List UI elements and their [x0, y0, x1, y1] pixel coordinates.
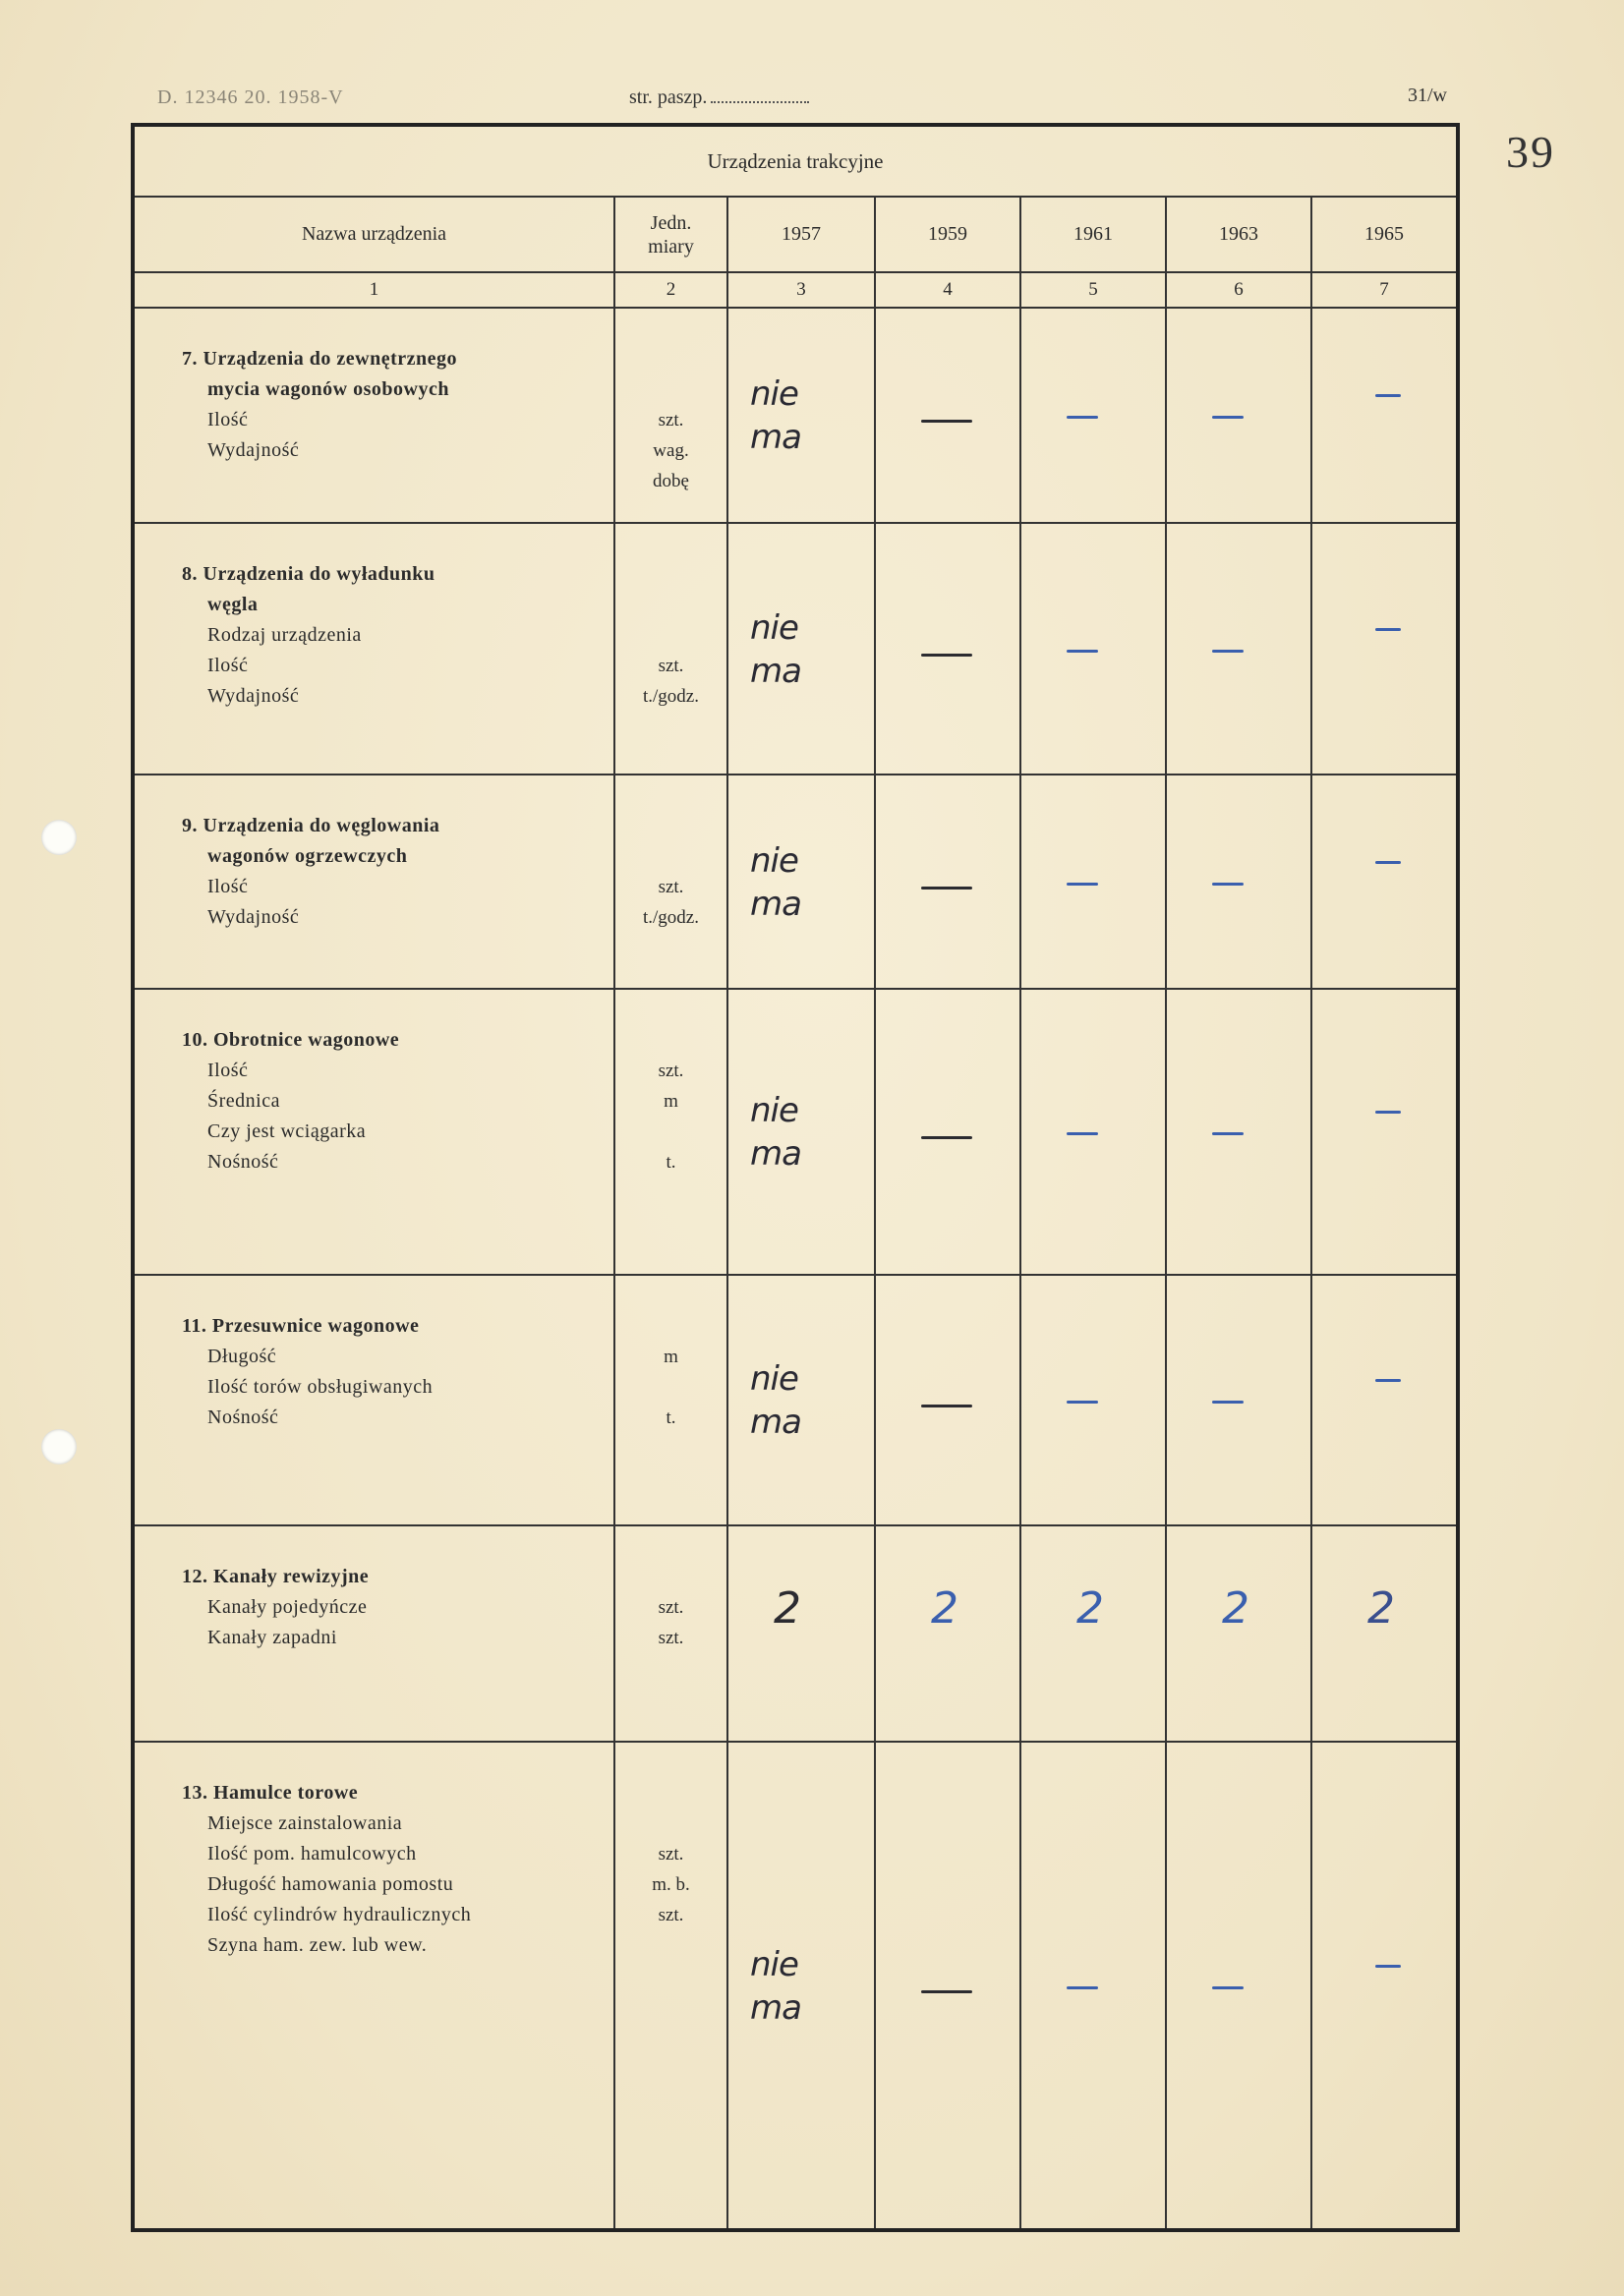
year-value-cell: [727, 989, 875, 1274]
section-title: 10. Obrotnice wagonowe: [182, 1029, 400, 1052]
equipment-name-cell: [133, 989, 614, 1274]
handwritten-value: [750, 839, 801, 926]
section-row: [133, 775, 1458, 989]
year-value-cell: [1311, 523, 1458, 775]
unit-cell: [614, 775, 727, 989]
handwritten-word: nie: [750, 607, 798, 648]
unit-cell: [614, 1275, 727, 1525]
unit-label: t./godz.: [643, 906, 699, 928]
year-value-cell: [875, 523, 1020, 775]
unit-label: t.: [666, 1152, 676, 1174]
year-value-cell: [1166, 1275, 1311, 1525]
col-header-unit: [614, 197, 727, 272]
section-title: 7. Urządzenia do zewnętrznego: [182, 348, 457, 371]
handwritten-dash: [1375, 1111, 1401, 1114]
handwritten-dash: [1212, 1401, 1244, 1404]
handwritten-dash: [921, 887, 972, 890]
handwritten-word: ma: [750, 884, 801, 924]
year-value-cell: [1166, 523, 1311, 775]
unit-spacer: [615, 1562, 726, 1592]
equipment-name-cell: [133, 1742, 614, 2230]
year-value-cell: [1166, 1525, 1311, 1742]
form-code: 31/w: [1408, 85, 1447, 106]
handwritten-value: 2: [1222, 1582, 1249, 1634]
parameter-label: Ilość: [207, 875, 249, 897]
unit-label: m: [664, 1346, 678, 1367]
unit-label: [615, 1372, 726, 1403]
year-value-cell: [727, 523, 875, 775]
handwritten-value: [750, 373, 801, 459]
year-value-cell: [1020, 1742, 1166, 2230]
year-value-cell: [727, 1742, 875, 2230]
handwritten-word: ma: [750, 1988, 801, 2029]
handwritten-dash: [1212, 650, 1244, 653]
year-value-cell: [1020, 1525, 1166, 1742]
handwritten-dash: [921, 420, 972, 423]
handwritten-word: ma: [750, 1403, 801, 1443]
handwritten-word: nie: [750, 374, 798, 415]
unit-label: t.: [666, 1406, 676, 1428]
unit-label: [615, 1117, 726, 1147]
print-code: D. 12346 20. 1958-V: [157, 86, 344, 108]
year-value-cell: [1311, 989, 1458, 1274]
handwritten-word: nie: [750, 1945, 798, 1985]
unit-spacer: [615, 590, 726, 620]
unit-label: szt.: [658, 876, 684, 897]
year-value-cell: [727, 308, 875, 522]
year-value-cell: [1020, 308, 1166, 522]
equipment-name-cell: [133, 775, 614, 989]
col-number: 7: [1311, 272, 1458, 308]
unit-label: m: [664, 1091, 678, 1113]
handwritten-dash: [1375, 1379, 1401, 1382]
handwritten-dash: [921, 1405, 972, 1407]
parameter-label: Średnica: [207, 1090, 280, 1113]
handwritten-dash: [1375, 394, 1401, 397]
parameter-label: Kanały pojedyńcze: [207, 1595, 368, 1618]
passport-page-label-text: str. paszp.: [629, 86, 708, 108]
handwritten-word: nie: [750, 1359, 798, 1400]
handwritten-dash: [1067, 1132, 1098, 1135]
col-number: 3: [727, 272, 875, 308]
table-title: Urządzenia trakcyjne: [133, 125, 1458, 197]
year-value-cell: [1020, 523, 1166, 775]
unit-spacer: [615, 559, 726, 590]
unit-label: [615, 620, 726, 651]
year-value-cell: [1311, 308, 1458, 522]
unit-label: szt.: [658, 655, 684, 676]
unit-spacer: [615, 1025, 726, 1056]
handwritten-dash: [1212, 416, 1244, 419]
parameter-label: Długość: [207, 1345, 277, 1367]
parameter-label: Wydajność: [207, 905, 300, 928]
unit-label: wag.: [653, 440, 689, 462]
handwritten-dash: [1212, 1132, 1244, 1135]
col-number: 2: [614, 272, 727, 308]
handwritten-value: [750, 606, 801, 693]
year-value-cell: [1166, 1742, 1311, 2230]
section-title: 11. Przesuwnice wagonowe: [182, 1314, 420, 1337]
unit-label: szt.: [658, 1844, 684, 1866]
handwritten-dash: [1375, 861, 1401, 864]
handwritten-value: 2: [931, 1582, 958, 1634]
year-value-cell: [1020, 775, 1166, 989]
col-number: 6: [1166, 272, 1311, 308]
page-number: 39: [1506, 127, 1555, 177]
section-title: 9. Urządzenia do węglowania: [182, 814, 440, 836]
equipment-name-cell: [133, 1275, 614, 1525]
parameter-label: Ilość pom. hamulcowych: [207, 1843, 417, 1866]
handwritten-word: nie: [750, 840, 798, 881]
year-value-cell: [1020, 989, 1166, 1274]
section-title: 13. Hamulce torowe: [182, 1782, 359, 1805]
sections-body: [133, 308, 1458, 2230]
handwritten-value: 2: [1076, 1582, 1104, 1634]
handwritten-value: [750, 1943, 801, 2030]
handwritten-dash: [1067, 650, 1098, 653]
section-row: [133, 308, 1458, 522]
unit-label: szt.: [658, 1061, 684, 1082]
col-number: 1: [133, 272, 614, 308]
unit-spacer: [615, 1778, 726, 1808]
handwritten-dash: [1067, 416, 1098, 419]
handwritten-dash: [921, 1136, 972, 1139]
section-title: wagonów ogrzewczych: [207, 844, 408, 867]
punch-hole: [41, 1429, 77, 1464]
year-value-cell: [1311, 1525, 1458, 1742]
unit-spacer: [615, 811, 726, 841]
col-header-year: 1965: [1311, 197, 1458, 272]
parameter-label: Wydajność: [207, 439, 300, 462]
handwritten-dash: [1067, 1986, 1098, 1989]
passport-page-label: [629, 86, 809, 109]
parameter-label: Szyna ham. zew. lub wew.: [207, 1934, 428, 1957]
year-value-cell: [875, 1525, 1020, 1742]
col-header-year: 1961: [1020, 197, 1166, 272]
year-value-cell: [1166, 775, 1311, 989]
equipment-name-cell: [133, 308, 614, 522]
handwritten-word: ma: [750, 651, 801, 691]
handwritten-dash: [1375, 1965, 1401, 1968]
section-title: 12. Kanały rewizyjne: [182, 1565, 370, 1587]
handwritten-value: [750, 1089, 801, 1176]
year-value-cell: [875, 1742, 1020, 2230]
year-value-cell: [1311, 1742, 1458, 2230]
handwritten-word: nie: [750, 1091, 798, 1131]
col-number: 5: [1020, 272, 1166, 308]
parameter-label: Miejsce zainstalowania: [207, 1812, 403, 1835]
unit-cell: [614, 989, 727, 1274]
parameter-label: Długość hamowania pomostu: [207, 1873, 454, 1896]
col-number: 4: [875, 272, 1020, 308]
unit-label: szt.: [658, 1627, 684, 1648]
year-value-cell: [875, 308, 1020, 522]
unit-label: szt.: [658, 1596, 684, 1618]
handwritten-dash: [1067, 883, 1098, 886]
section-row: [133, 1275, 1458, 1525]
year-value-cell: [1020, 1275, 1166, 1525]
handwritten-dash: [921, 1990, 972, 1993]
parameter-label: Ilość cylindrów hydraulicznych: [207, 1904, 472, 1926]
unit-label: szt.: [658, 410, 684, 431]
unit-spacer: [615, 841, 726, 872]
year-value-cell: [1166, 989, 1311, 1274]
col-header-year: 1959: [875, 197, 1020, 272]
unit-label: dobę: [653, 471, 689, 492]
handwritten-value: [750, 1357, 801, 1444]
year-value-cell: [1311, 1275, 1458, 1525]
section-row: [133, 523, 1458, 775]
handwritten-value: 2: [774, 1582, 801, 1634]
parameter-label: Ilość torów obsługiwanych: [207, 1375, 434, 1398]
unit-label: t./godz.: [643, 685, 699, 707]
traction-equipment-table: [131, 123, 1460, 2232]
punch-hole: [41, 820, 77, 855]
year-value-cell: [727, 1525, 875, 1742]
year-value-cell: [875, 775, 1020, 989]
handwritten-dash: [1375, 628, 1401, 631]
parameter-label: Rodzaj urządzenia: [207, 623, 362, 646]
unit-cell: [614, 1525, 727, 1742]
handwritten-word: ma: [750, 418, 801, 458]
unit-spacer: [615, 344, 726, 374]
equipment-name-cell: [133, 523, 614, 775]
col-header-unit-text: Jedn. miary: [648, 211, 694, 258]
parameter-label: Ilość: [207, 1060, 249, 1082]
section-title: mycia wagonów osobowych: [207, 378, 449, 401]
parameter-label: Ilość: [207, 409, 249, 431]
unit-cell: [614, 308, 727, 522]
unit-spacer: [615, 374, 726, 405]
section-title: węgla: [207, 593, 259, 615]
parameter-label: Ilość: [207, 654, 249, 676]
col-header-year: 1957: [727, 197, 875, 272]
handwritten-value: 2: [1367, 1582, 1395, 1634]
section-title: 8. Urządzenia do wyładunku: [182, 562, 435, 585]
unit-label: [615, 1808, 726, 1839]
section-row: [133, 1742, 1458, 2230]
unit-label: m. b.: [652, 1874, 690, 1896]
parameter-label: Nośność: [207, 1151, 279, 1174]
year-value-cell: [875, 989, 1020, 1274]
col-header-name: Nazwa urządzenia: [133, 197, 614, 272]
handwritten-dash: [921, 654, 972, 657]
unit-label: [615, 1930, 726, 1961]
parameter-label: Nośność: [207, 1406, 279, 1428]
year-value-cell: [727, 775, 875, 989]
year-value-cell: [1166, 308, 1311, 522]
parameter-label: Czy jest wciągarka: [207, 1120, 367, 1143]
unit-cell: [614, 523, 727, 775]
parameter-label: Kanały zapadni: [207, 1626, 337, 1648]
dotted-line: [711, 101, 809, 103]
year-value-cell: [727, 1275, 875, 1525]
equipment-name-cell: [133, 1525, 614, 1742]
handwritten-word: ma: [750, 1134, 801, 1175]
year-value-cell: [875, 1275, 1020, 1525]
unit-label: szt.: [658, 1905, 684, 1926]
section-row: [133, 1525, 1458, 1742]
parameter-label: Wydajność: [207, 684, 300, 707]
unit-spacer: [615, 1311, 726, 1342]
section-row: [133, 989, 1458, 1274]
handwritten-dash: [1212, 883, 1244, 886]
unit-cell: [614, 1742, 727, 2230]
col-header-year: 1963: [1166, 197, 1311, 272]
year-value-cell: [1311, 775, 1458, 989]
handwritten-dash: [1067, 1401, 1098, 1404]
handwritten-dash: [1212, 1986, 1244, 1989]
